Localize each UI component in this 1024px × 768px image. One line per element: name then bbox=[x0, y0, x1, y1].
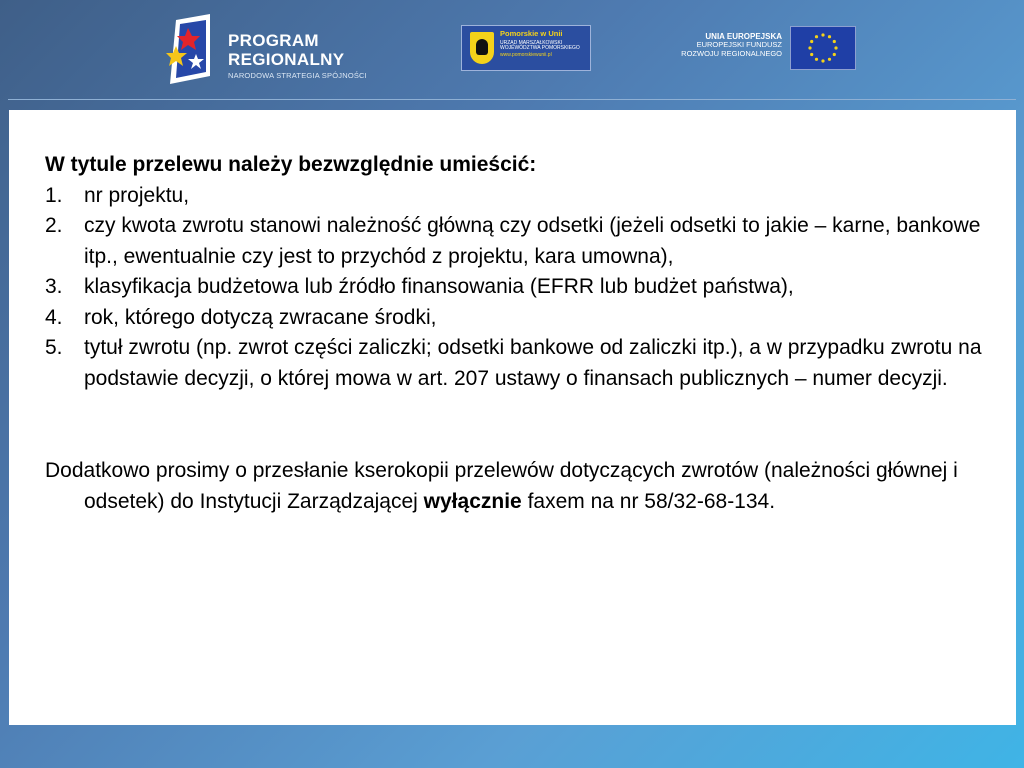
list-item-number: 1. bbox=[45, 183, 63, 207]
additional-note-fax: faxem na nr 58/32-68-134. bbox=[521, 489, 776, 513]
pomorskie-badge-line1: URZĄD MARSZAŁKOWSKI bbox=[500, 39, 563, 46]
program-logo-subtitle: NARODOWA STRATEGIA SPÓJNOŚCI bbox=[228, 71, 367, 80]
additional-note-text: Dodatkowo prosimy o przesłanie kserokopii przelewów dotyczących zwrotów (należności głównej i odsetek) do Instytucji Zarządzającej bbox=[45, 459, 958, 513]
eu-flag-icon bbox=[790, 26, 856, 70]
eu-logo-line1: UNIA EUROPEJSKA bbox=[705, 32, 782, 41]
pomorskie-crest-icon bbox=[470, 32, 494, 64]
additional-note bbox=[45, 456, 985, 517]
program-regionalny-logo bbox=[166, 14, 386, 84]
content-panel bbox=[9, 110, 1016, 725]
eu-stars-icon bbox=[791, 27, 855, 69]
eu-logo-line2: EUROPEJSKI FUNDUSZ bbox=[696, 40, 782, 50]
list-item bbox=[45, 303, 985, 334]
requirements-list bbox=[45, 181, 985, 395]
list-item-text: czy kwota zwrotu stanowi należność główną czy odsetki (jeżeli odsetki to jakie – karne, bankowe itp., ewentualnie czy jest to przychód z projektu, kara umowna), bbox=[84, 214, 981, 268]
program-logo-title-line1: PROGRAM bbox=[228, 31, 319, 50]
header bbox=[0, 0, 1024, 100]
list-item-text: tytuł zwrotu (np. zwrot części zaliczki; odsetki bankowe od zaliczki itp.), a w przypadku zwrotu na podstawie decyzji, o której mowa w art. 207 ustawy o finansach publicznych – numer decyzji. bbox=[84, 336, 982, 390]
eu-logo-line3: ROZWOJU REGIONALNEGO bbox=[681, 48, 782, 58]
list-item bbox=[45, 181, 985, 212]
header-divider bbox=[8, 99, 1016, 100]
list-item-text: nr projektu, bbox=[84, 183, 190, 207]
list-item bbox=[45, 211, 985, 272]
list-item-text: klasyfikacja budżetowa lub źródło finansowania (EFRR lub budżet państwa), bbox=[84, 275, 794, 298]
content-heading: W tytule przelewu należy bezwzględnie umieścić: bbox=[45, 153, 537, 176]
slide-content bbox=[45, 150, 985, 538]
pomorskie-badge-line2: WOJEWÓDZTWA POMORSKIEGO bbox=[500, 45, 580, 52]
list-item-number: 4. bbox=[45, 305, 63, 329]
list-item bbox=[45, 333, 985, 394]
pomorskie-badge-text bbox=[500, 30, 590, 59]
eu-logo-text bbox=[664, 32, 782, 58]
pomorskie-badge-url: www.pomorskiewunii.pl bbox=[500, 52, 552, 59]
list-item-number: 5. bbox=[45, 336, 63, 359]
list-item bbox=[45, 272, 985, 303]
pomorskie-w-unii-badge bbox=[461, 25, 591, 71]
list-item-text: rok, którego dotyczą zwracane środki, bbox=[84, 305, 437, 329]
pomorskie-badge-title: Pomorskie w Unii bbox=[500, 29, 563, 38]
program-logo-title-line2: REGIONALNY bbox=[228, 50, 345, 69]
list-item-number: 3. bbox=[45, 275, 63, 298]
list-item-number: 2. bbox=[45, 214, 63, 237]
additional-note-emphasis: wyłącznie bbox=[423, 489, 522, 513]
program-regionalny-emblem-icon bbox=[166, 14, 212, 84]
